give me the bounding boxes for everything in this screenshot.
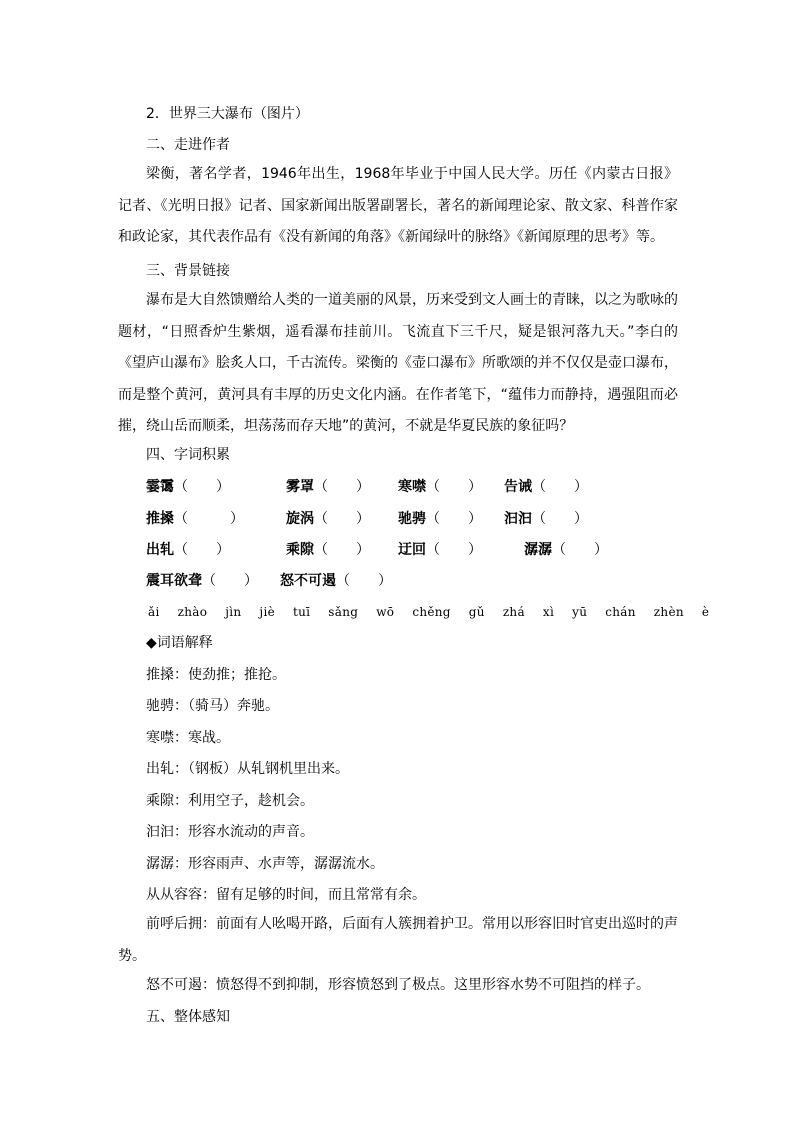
- pinyin-item: chěng: [412, 605, 451, 619]
- vocab-item: 推搡（ ）: [146, 511, 244, 527]
- vocab-item: 潺潺（ ）: [524, 542, 608, 558]
- explanation-line: 推搡：使劲推；推抢。: [146, 667, 286, 683]
- pinyin-item: chán: [605, 605, 636, 619]
- pinyin-item: jiè: [259, 605, 275, 619]
- pinyin-item: gǔ: [468, 605, 485, 619]
- author-paragraph: [118, 159, 678, 254]
- explanation-line: 前呼后拥：前面有人吆喝开路，后面有人簇拥着护卫。常用以形容旧时官吏出巡时的声势。: [118, 916, 678, 964]
- vocab-item: 汩汩（ ）: [504, 511, 588, 527]
- pinyin-answers: [148, 604, 727, 620]
- vocab-item: 怒不可遏（ ）: [280, 573, 392, 589]
- pinyin-item: è: [701, 605, 710, 619]
- pinyin-item: xì: [542, 605, 555, 619]
- vocab-item: 震耳欲聋（ ）: [146, 573, 258, 589]
- pinyin-item: sǎng: [328, 605, 359, 619]
- section-author-heading: 二、走进作者: [146, 137, 230, 153]
- vocab-item: 乘隙（ ）: [286, 542, 370, 558]
- vocab-item: 雾罩（ ）: [286, 479, 370, 495]
- explain-heading: ◆词语解释: [146, 635, 213, 651]
- explanation-long-paragraph: [118, 909, 678, 972]
- vocab-item: 告诫（ ）: [504, 479, 588, 495]
- background-text: 瀑布是大自然馈赠给人类的一道美丽的风景，历来受到文人画士的青睐，以之为歌咏的题材，“日照香炉生紫烟，遥看瀑布挂前川。飞流直下三千尺，疑是银河落九天。”李白的《望庐山瀑布》脍炙人口，千古流传。梁衡的《壶口瀑布》所歌颂的并不仅仅是壶口瀑布，而是整个黄河，黄河具有丰厚的历史文化内涵。在作者笔下，“蕴伟力而静持，遇强阻而必摧，绕山岳而顺柔，坦荡荡而存天地”的黄河，不就是华夏民族的象征吗？: [118, 292, 678, 434]
- explanation-line: 潺潺：形容雨声、水声等，潺潺流水。: [146, 856, 384, 872]
- explanation-line: 出轧：（钢板）从轧钢机里出来。: [146, 761, 349, 777]
- section-background-heading: 三、背景链接: [146, 263, 230, 279]
- vocab-item: 旋涡（ ）: [286, 511, 370, 527]
- pinyin-item: jìn: [225, 605, 242, 619]
- pinyin-item: zhá: [502, 605, 525, 619]
- explanation-line: 汩汩：形容水流动的声音。: [146, 824, 314, 840]
- explanation-line: 怒不可遏：愤怒得不到抑制，形容愤怒到了极点。这里形容水势不可阻挡的样子。: [146, 977, 650, 993]
- explanation-line: 从从容容：留有足够的时间，而且常常有余。: [146, 887, 426, 903]
- vocab-item: 寒噤（ ）: [398, 479, 482, 495]
- vocab-item: 霎霭（ ）: [146, 479, 230, 495]
- pinyin-item: zhèn: [653, 605, 684, 619]
- pinyin-item: ǎi: [148, 605, 160, 619]
- vocab-item: 驰骋（ ）: [398, 511, 482, 527]
- explanation-line: 寒噤：寒战。: [146, 730, 230, 746]
- heading-world-waterfalls: 2．世界三大瀑布（图片）: [146, 106, 309, 122]
- pinyin-item: zhào: [177, 605, 208, 619]
- explanation-line: 驰骋：（骑马）奔驰。: [146, 698, 279, 714]
- pinyin-item: yū: [572, 605, 588, 619]
- vocab-item: 迂回（ ）: [398, 542, 482, 558]
- author-text: 梁衡，著名学者，1946年出生，1968年毕业于中国人民大学。历任《内蒙古日报》记者、《光明日报》记者、国家新闻出版署副署长，著名的新闻理论家、散文家、科普作家和政论家，其代表作品有《没有新闻的角落》《新闻绿叶的脉络》《新闻原理的思考》等。: [118, 166, 678, 245]
- explanation-line: 乘隙：利用空子，趁机会。: [146, 793, 314, 809]
- background-paragraph: [118, 285, 678, 443]
- section-vocab-heading: 四、字词积累: [146, 447, 230, 463]
- vocab-item: 出轧（ ）: [146, 542, 230, 558]
- section-overview-heading: 五、整体感知: [146, 1009, 230, 1025]
- pinyin-item: wō: [376, 605, 395, 619]
- pinyin-item: tuī: [292, 605, 311, 619]
